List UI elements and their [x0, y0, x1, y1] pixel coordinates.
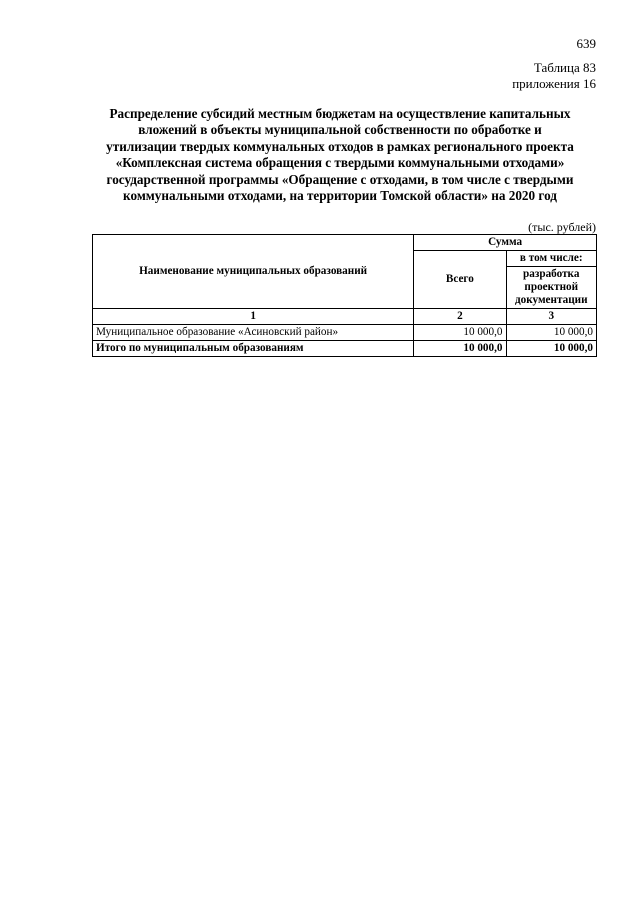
header-design-line: разработка [523, 268, 580, 280]
column-number-row [93, 309, 597, 325]
page-number: 639 [576, 36, 596, 51]
title-line: коммунальными отходами, на территории Томской области» на 2020 год [123, 188, 557, 204]
grand-total-value-cell: 10 000,0 [414, 341, 506, 357]
grand-design-value-cell: 10 000,0 [506, 341, 597, 357]
municipality-name-cell: Муниципальное образование «Асиновский район» [93, 325, 414, 341]
total-row [93, 341, 597, 357]
column-number-cell: 2 [414, 309, 506, 325]
table-row [93, 325, 597, 341]
total-value-cell: 10 000,0 [414, 325, 506, 341]
header-design-cell [506, 267, 597, 309]
unit-label: (тыс. рублей) [528, 220, 596, 234]
title-line: утилизации твердых коммунальных отходов в рамках регионального проекта [106, 138, 574, 154]
header-name-cell: Наименование муниципальных образований [93, 235, 414, 309]
column-number-cell: 3 [506, 309, 597, 325]
design-value-cell: 10 000,0 [506, 325, 597, 341]
header-sum-cell: Сумма [414, 235, 597, 251]
document-title [70, 106, 610, 204]
title-line: «Комплексная система обращения с твердыми коммунальными отходами» [115, 155, 565, 171]
total-label-cell: Итого по муниципальным образованиям [93, 341, 414, 357]
title-line: вложений в объекты муниципальной собственности по обработке и [138, 122, 542, 138]
table-ref-line: Таблица 83 [533, 60, 596, 75]
header-including-cell: в том числе: [506, 251, 597, 267]
title-line: Распределение субсидий местным бюджетам на осуществление капитальных [109, 106, 571, 121]
subsidy-table [92, 234, 597, 357]
header-total-cell: Всего [414, 251, 506, 309]
header-design-line: документации [514, 294, 588, 306]
header-row [93, 235, 597, 251]
header-design-line: проектной [524, 281, 579, 293]
title-line: государственной программы «Обращение с отходами, в том числе с твердыми [106, 171, 574, 187]
table-reference [512, 60, 596, 92]
appendix-ref-line: приложения 16 [512, 76, 596, 91]
column-number-cell: 1 [93, 309, 414, 325]
